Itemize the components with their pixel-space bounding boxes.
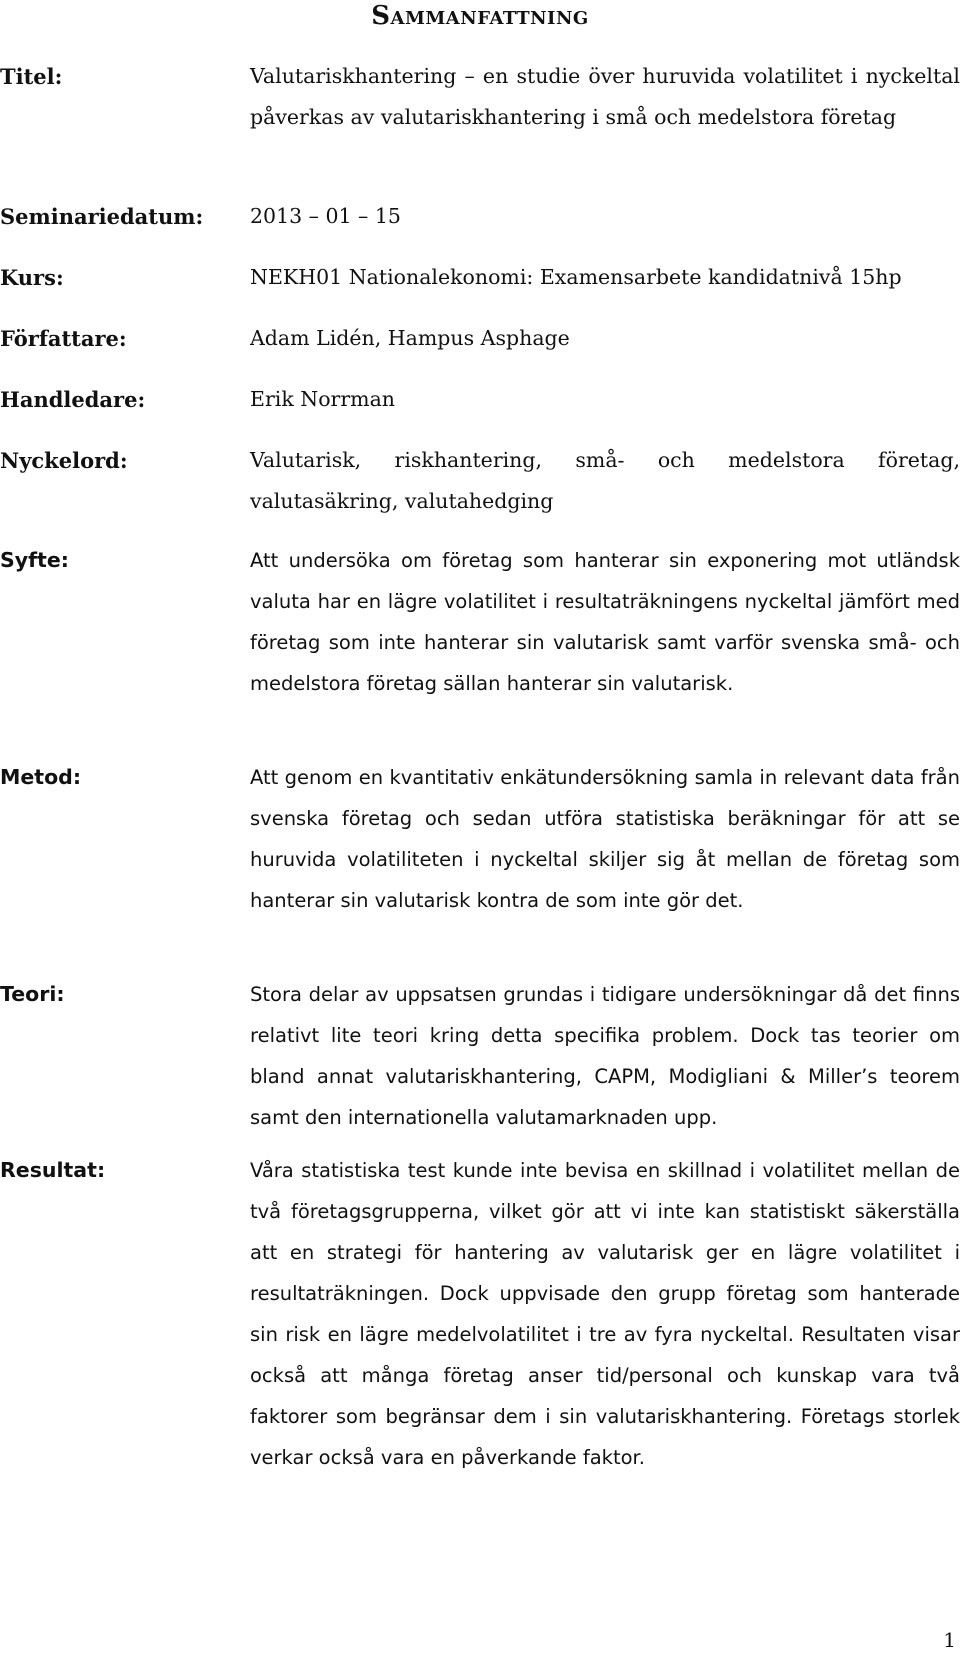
field-value-seminariedatum: 2013 – 01 – 15 — [250, 204, 401, 228]
field-label-teori: Teori: — [0, 982, 65, 1006]
field-value-handledare: Erik Norrman — [250, 387, 396, 411]
field-value-metod: Att genom en kvantitativ enkätundersökning samla in relevant data från svenska företag och sedan utföra statistiska beräkningar för att se huruvida volatiliteten i nyckeltal skiljer sig åt mellan de företag som hanterar sin valutarisk kontra de som inte gör det. — [250, 766, 960, 912]
field-label-kurs: Kurs: — [0, 265, 64, 290]
field-value-titel: Valutariskhantering – en studie över huruvida volatilitet i nyckeltal påverkas av valutariskhantering i små och medelstora företag — [250, 64, 960, 129]
field-value-kurs: NEKH01 Nationalekonomi: Examensarbete kandidatnivå 15hp — [250, 265, 902, 289]
field-value-teori: Stora delar av uppsatsen grundas i tidigare undersökningar då det finns relativt lite teori kring detta specifika problem. Dock tas teorier om bland annat valutariskhantering, CAPM, Modigliani & Miller’s teorem samt den internationella valutamarknaden upp. — [250, 983, 960, 1129]
field-label-handledare: Handledare: — [0, 387, 146, 412]
field-value-resultat: Våra statistiska test kunde inte bevisa en skillnad i volatilitet mellan de två företagsgrupperna, vilket gör att vi inte kan statistiskt säkerställa att en strategi för hantering av valutarisk ger en lägre volatilitet i resultaträkningen. Dock uppvisade den grupp företag som hanterade sin risk en lägre medelvolatilitet i tre av fyra nyckeltal. Resultaten visar också att många företag anser tid/personal och kunskap vara två faktorer som begränsar dem i sin valutariskhantering. Företags storlek verkar också vara en påverkande faktor. — [250, 1159, 960, 1469]
field-label-seminariedatum: Seminariedatum: — [0, 204, 204, 229]
field-value-nyckelord: Valutarisk, riskhantering, små- och medelstora företag, valutasäkring, valutahedging — [250, 448, 960, 513]
field-label-syfte: Syfte: — [0, 548, 69, 572]
field-label-nyckelord: Nyckelord: — [0, 448, 128, 473]
field-label-forfattare: Författare: — [0, 326, 127, 351]
field-label-titel: Titel: — [0, 64, 63, 89]
field-label-resultat: Resultat: — [0, 1158, 106, 1182]
field-value-forfattare: Adam Lidén, Hampus Asphage — [250, 326, 570, 350]
field-value-syfte: Att undersöka om företag som hanterar sin exponering mot utländsk valuta har en lägre volatilitet i resultaträkningens nyckeltal jämfört med företag som inte hanterar sin valutarisk samt varför svenska små- och medelstora företag sällan hanterar sin valutarisk. — [250, 549, 960, 695]
page-title: Sammanfattning — [371, 1, 589, 31]
page-number: 1 — [943, 1628, 956, 1652]
field-label-metod: Metod: — [0, 765, 82, 789]
